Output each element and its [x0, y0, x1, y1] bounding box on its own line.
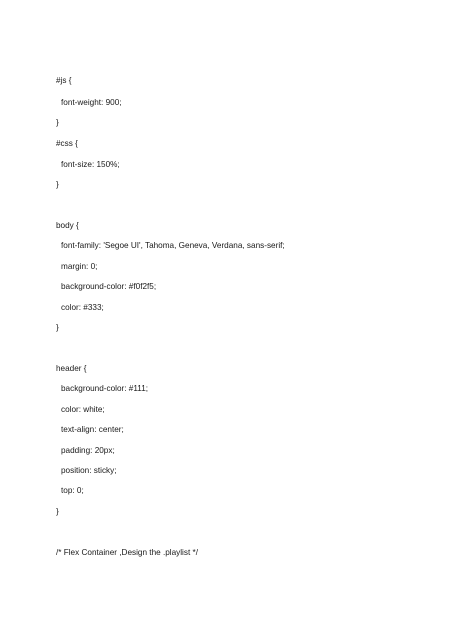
code-line: #css {	[56, 139, 78, 148]
code-line: font-weight: 900;	[61, 98, 122, 107]
code-line: font-family: 'Segoe UI', Tahoma, Geneva, Verdana, sans-serif;	[61, 241, 285, 250]
code-line: background-color: #111;	[61, 384, 149, 393]
code-line: /* Flex Container ,Design the .playlist */	[56, 548, 198, 557]
code-line: }	[56, 118, 59, 127]
code-line: }	[56, 507, 59, 516]
code-line: header {	[56, 364, 87, 373]
code-line: #js {	[56, 76, 72, 85]
code-line: color: white;	[61, 405, 105, 414]
code-line: background-color: #f0f2f5;	[61, 282, 157, 291]
code-line: }	[56, 180, 59, 189]
code-line: font-size: 150%;	[61, 160, 120, 169]
code-line: text-align: center;	[61, 425, 124, 434]
code-line: position: sticky;	[61, 466, 117, 475]
code-line: color: #333;	[61, 303, 104, 312]
code-line: margin: 0;	[61, 262, 98, 271]
code-line: top: 0;	[61, 486, 84, 495]
code-line: padding: 20px;	[61, 446, 115, 455]
code-line: }	[56, 323, 59, 332]
code-line: body {	[56, 221, 79, 230]
